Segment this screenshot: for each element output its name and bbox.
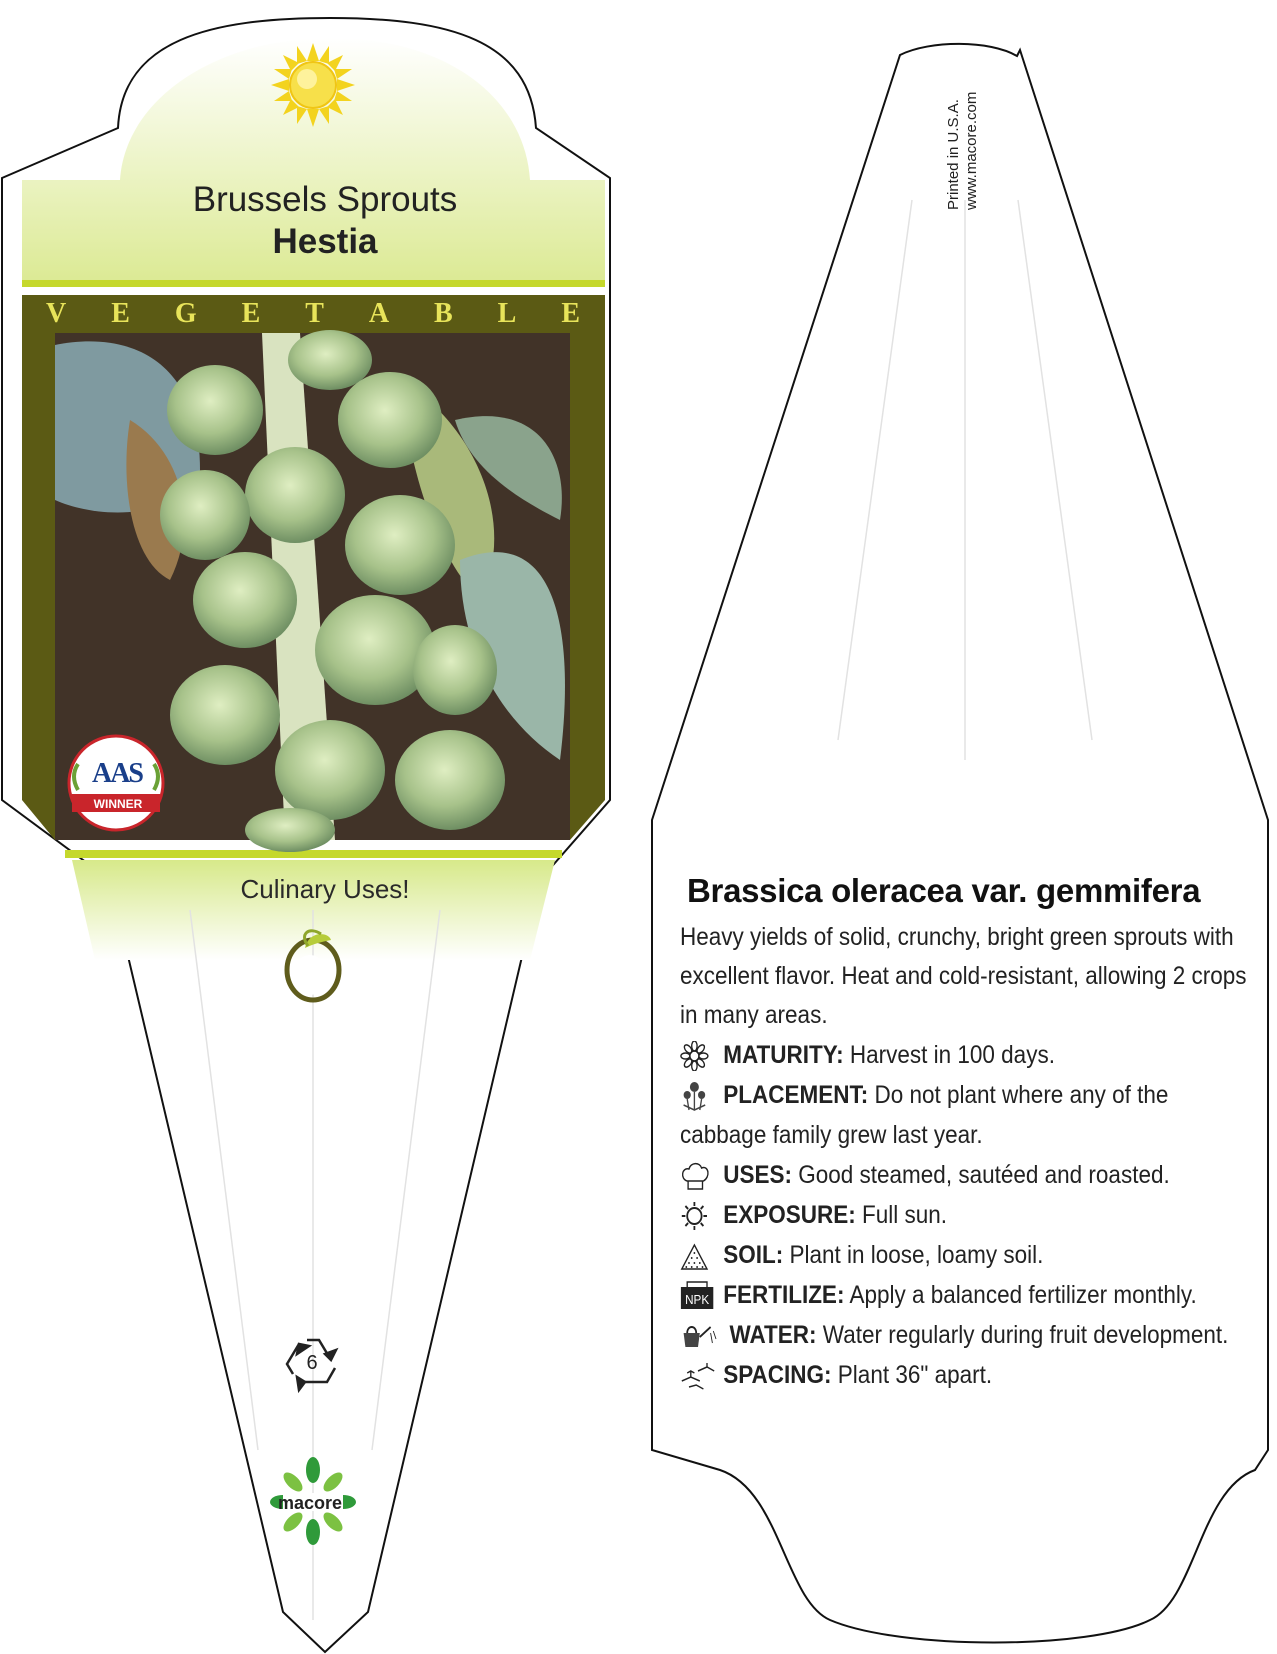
category-letter: T bbox=[305, 298, 324, 329]
variety-name: Hestia bbox=[272, 222, 378, 261]
category-letter: E bbox=[241, 298, 261, 329]
npk-text: NPK bbox=[685, 1292, 710, 1308]
category-letter: B bbox=[434, 298, 453, 329]
npk-icon bbox=[680, 1281, 718, 1311]
latin-name: Brassica oleracea var. gemmifera bbox=[687, 872, 1201, 909]
care-row-soil bbox=[680, 1235, 1247, 1275]
care-row-placement bbox=[680, 1075, 1247, 1155]
placement-icon bbox=[680, 1081, 718, 1111]
soil-icon bbox=[680, 1241, 718, 1271]
care-label: MATURITY: bbox=[723, 1041, 844, 1069]
care-label: PLACEMENT: bbox=[723, 1081, 869, 1109]
recycle-code: 6 bbox=[306, 1352, 318, 1374]
printed-website: www.macore.com bbox=[963, 91, 980, 210]
care-label: FERTILIZE: bbox=[723, 1281, 845, 1309]
care-label: USES: bbox=[723, 1161, 792, 1189]
sun-outline-icon bbox=[680, 1201, 718, 1231]
care-row-water bbox=[680, 1315, 1247, 1355]
care-text: Apply a balanced fertilizer monthly. bbox=[849, 1281, 1197, 1309]
care-label: SPACING: bbox=[723, 1361, 832, 1389]
category-letter: E bbox=[111, 298, 130, 329]
sun-icon bbox=[271, 43, 355, 127]
care-text: Water regularly during fruit development. bbox=[822, 1321, 1229, 1349]
care-text: Good steamed, sautéed and roasted. bbox=[798, 1161, 1170, 1189]
spacing-icon bbox=[680, 1361, 718, 1391]
care-row-exposure bbox=[680, 1195, 1247, 1235]
care-text: Do not plant where any of the cabbage family grew last year. bbox=[680, 1081, 1169, 1149]
printed-country: Printed in U.S.A. bbox=[945, 99, 962, 210]
category-letter: L bbox=[497, 298, 517, 329]
care-row-maturity bbox=[680, 1035, 1247, 1075]
care-text: Harvest in 100 days. bbox=[849, 1041, 1055, 1069]
category-letter: A bbox=[368, 298, 390, 329]
care-text: Full sun. bbox=[861, 1201, 948, 1229]
category-letter: G bbox=[174, 298, 197, 329]
care-label: EXPOSURE: bbox=[723, 1201, 856, 1229]
flower-icon bbox=[680, 1041, 718, 1071]
description: Heavy yields of solid, crunchy, bright green sprouts with excellent flavor. Heat and cold-resistant, allowing 2 crops in many areas. bbox=[680, 923, 1247, 1029]
brand-name: macore bbox=[277, 1493, 343, 1513]
care-text: Plant 36" apart. bbox=[837, 1361, 993, 1389]
category-label bbox=[22, 298, 604, 330]
category-letter: E bbox=[561, 298, 580, 329]
common-name: Brussels Sprouts bbox=[192, 180, 458, 219]
care-row-uses bbox=[680, 1155, 1247, 1195]
chef-hat-icon bbox=[680, 1161, 718, 1191]
printed-info bbox=[945, 92, 981, 210]
care-row-spacing bbox=[680, 1355, 1247, 1395]
aas-badge-subtitle: WINNER bbox=[93, 797, 143, 811]
tagline: Culinary Uses! bbox=[240, 874, 410, 904]
watering-can-icon bbox=[680, 1321, 718, 1351]
lower-accent-bar bbox=[65, 850, 562, 858]
aas-badge-title: AAS bbox=[91, 758, 142, 789]
care-label: SOIL: bbox=[723, 1241, 784, 1269]
care-text: Plant in loose, loamy soil. bbox=[789, 1241, 1044, 1269]
back-tag-outline bbox=[652, 44, 1268, 1643]
care-label: WATER: bbox=[729, 1321, 817, 1349]
category-letter: V bbox=[46, 298, 67, 329]
header-accent-bar bbox=[22, 280, 605, 287]
back-content bbox=[680, 872, 1250, 1395]
care-row-fertilize bbox=[680, 1275, 1247, 1315]
